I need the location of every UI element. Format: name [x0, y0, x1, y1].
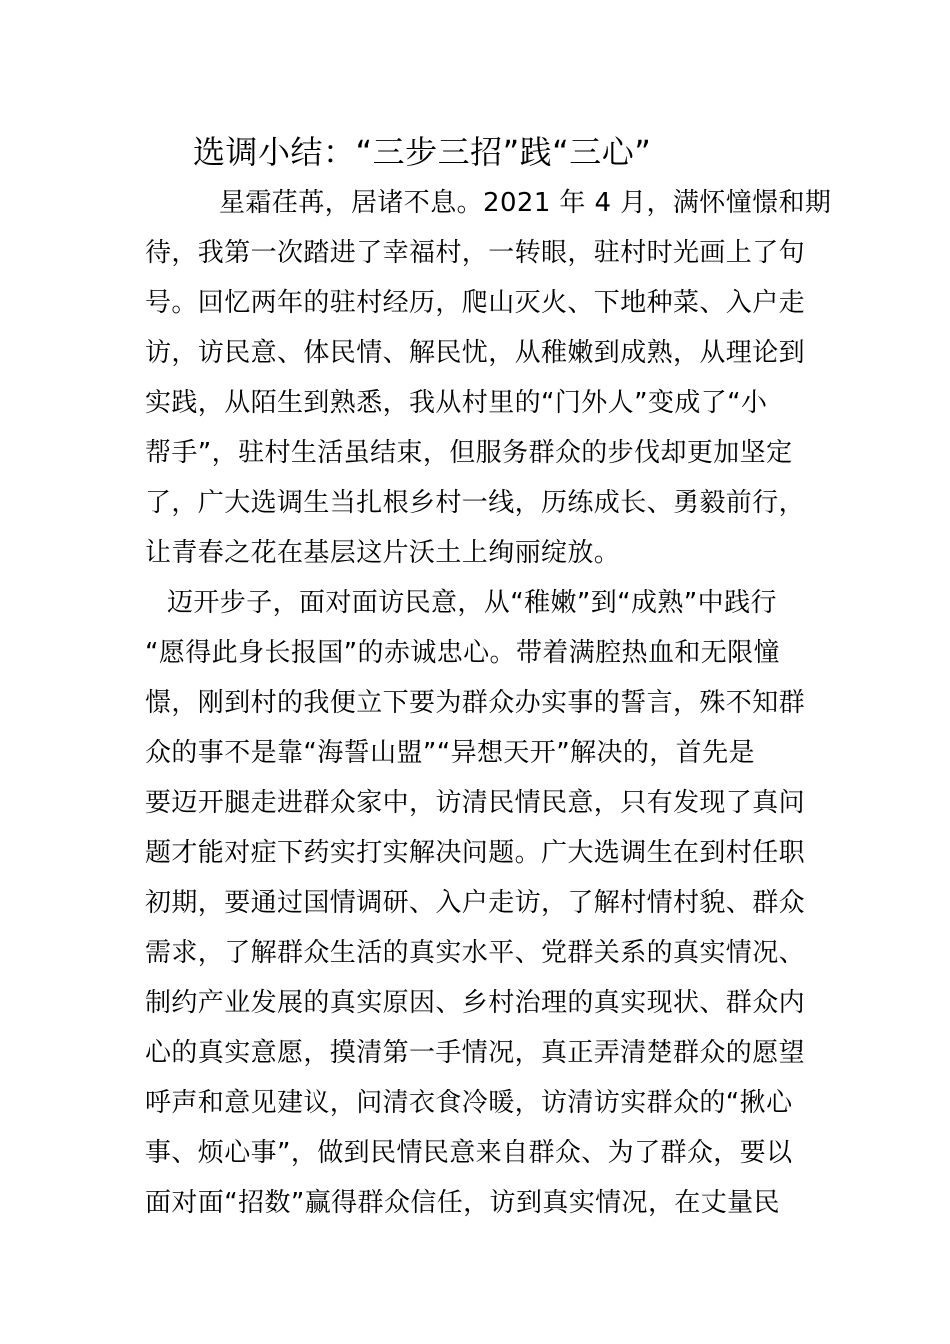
paragraph-2-line-6: 题才能对症下药实打实解决问题。广大选调生在到村任职	[145, 838, 806, 868]
paragraph-1-line-3: 号。回忆两年的驻村经历，爬山灭火、下地种菜、入户走	[145, 288, 806, 318]
paragraph-1-line-2: 待，我第一次踏进了幸福村，一转眼，驻村时光画上了句	[145, 238, 806, 268]
paragraph-2-line-13: 面对面“招数”赢得群众信任，访到真实情况，在丈量民	[145, 1188, 780, 1218]
paragraph-2-line-9: 制约产业发展的真实原因、乡村治理的真实现状、群众内	[145, 988, 806, 1018]
paragraph-2-line-7: 初期，要通过国情调研、入户走访，了解村情村貌、群众	[145, 888, 806, 918]
paragraph-2-line-2: “愿得此身长报国”的赤诚忠心。带着满腔热血和无限憧	[145, 638, 780, 668]
paragraph-1-line-6: 帮手”，驻村生活虽结束，但服务群众的步伐却更加坚定	[145, 438, 793, 468]
paragraph-2-line-4: 众的事不是靠“海誓山盟”“异想天开”解决的，首先是	[145, 738, 755, 768]
paragraph-2-line-10: 心的真实意愿，摸清第一手情况，真正弄清楚群众的愿望	[145, 1038, 806, 1068]
paragraph-2-line-11: 呼声和意见建议，问清衣食冷暖，访清访实群众的“揪心	[145, 1088, 793, 1118]
paragraph-1-line-7: 了，广大选调生当扎根乡村一线，历练成长、勇毅前行，	[145, 488, 806, 518]
paragraph-2-line-5: 要迈开腿走进群众家中，访清民情民意，只有发现了真问	[145, 788, 806, 818]
paragraph-2-line-12: 事、烦心事”，做到民情民意来自群众、为了群众，要以	[145, 1138, 793, 1168]
paragraph-2-line-8: 需求，了解群众生活的真实水平、党群关系的真实情况、	[145, 938, 806, 968]
document-title: 选调小结：“三步三招”践“三心”	[193, 133, 652, 171]
paragraph-1-line-4: 访，访民意、体民情、解民忧，从稚嫩到成熟，从理论到	[145, 338, 806, 368]
paragraph-2-line-1: 迈开步子，面对面访民意，从“稚嫩”到“成熟”中践行	[167, 588, 777, 618]
paragraph-1-line-5: 实践，从陌生到熟悉，我从村里的“门外人”变成了“小	[145, 388, 768, 418]
paragraph-1-line-8: 让青春之花在基层这片沃土上绚丽绽放。	[145, 538, 621, 568]
paragraph-1-line-1: 星霜荏苒，居诸不息。2021 年 4 月，满怀憧憬和期	[219, 188, 832, 218]
paragraph-2-line-3: 憬，刚到村的我便立下要为群众办实事的誓言，殊不知群	[145, 688, 806, 718]
